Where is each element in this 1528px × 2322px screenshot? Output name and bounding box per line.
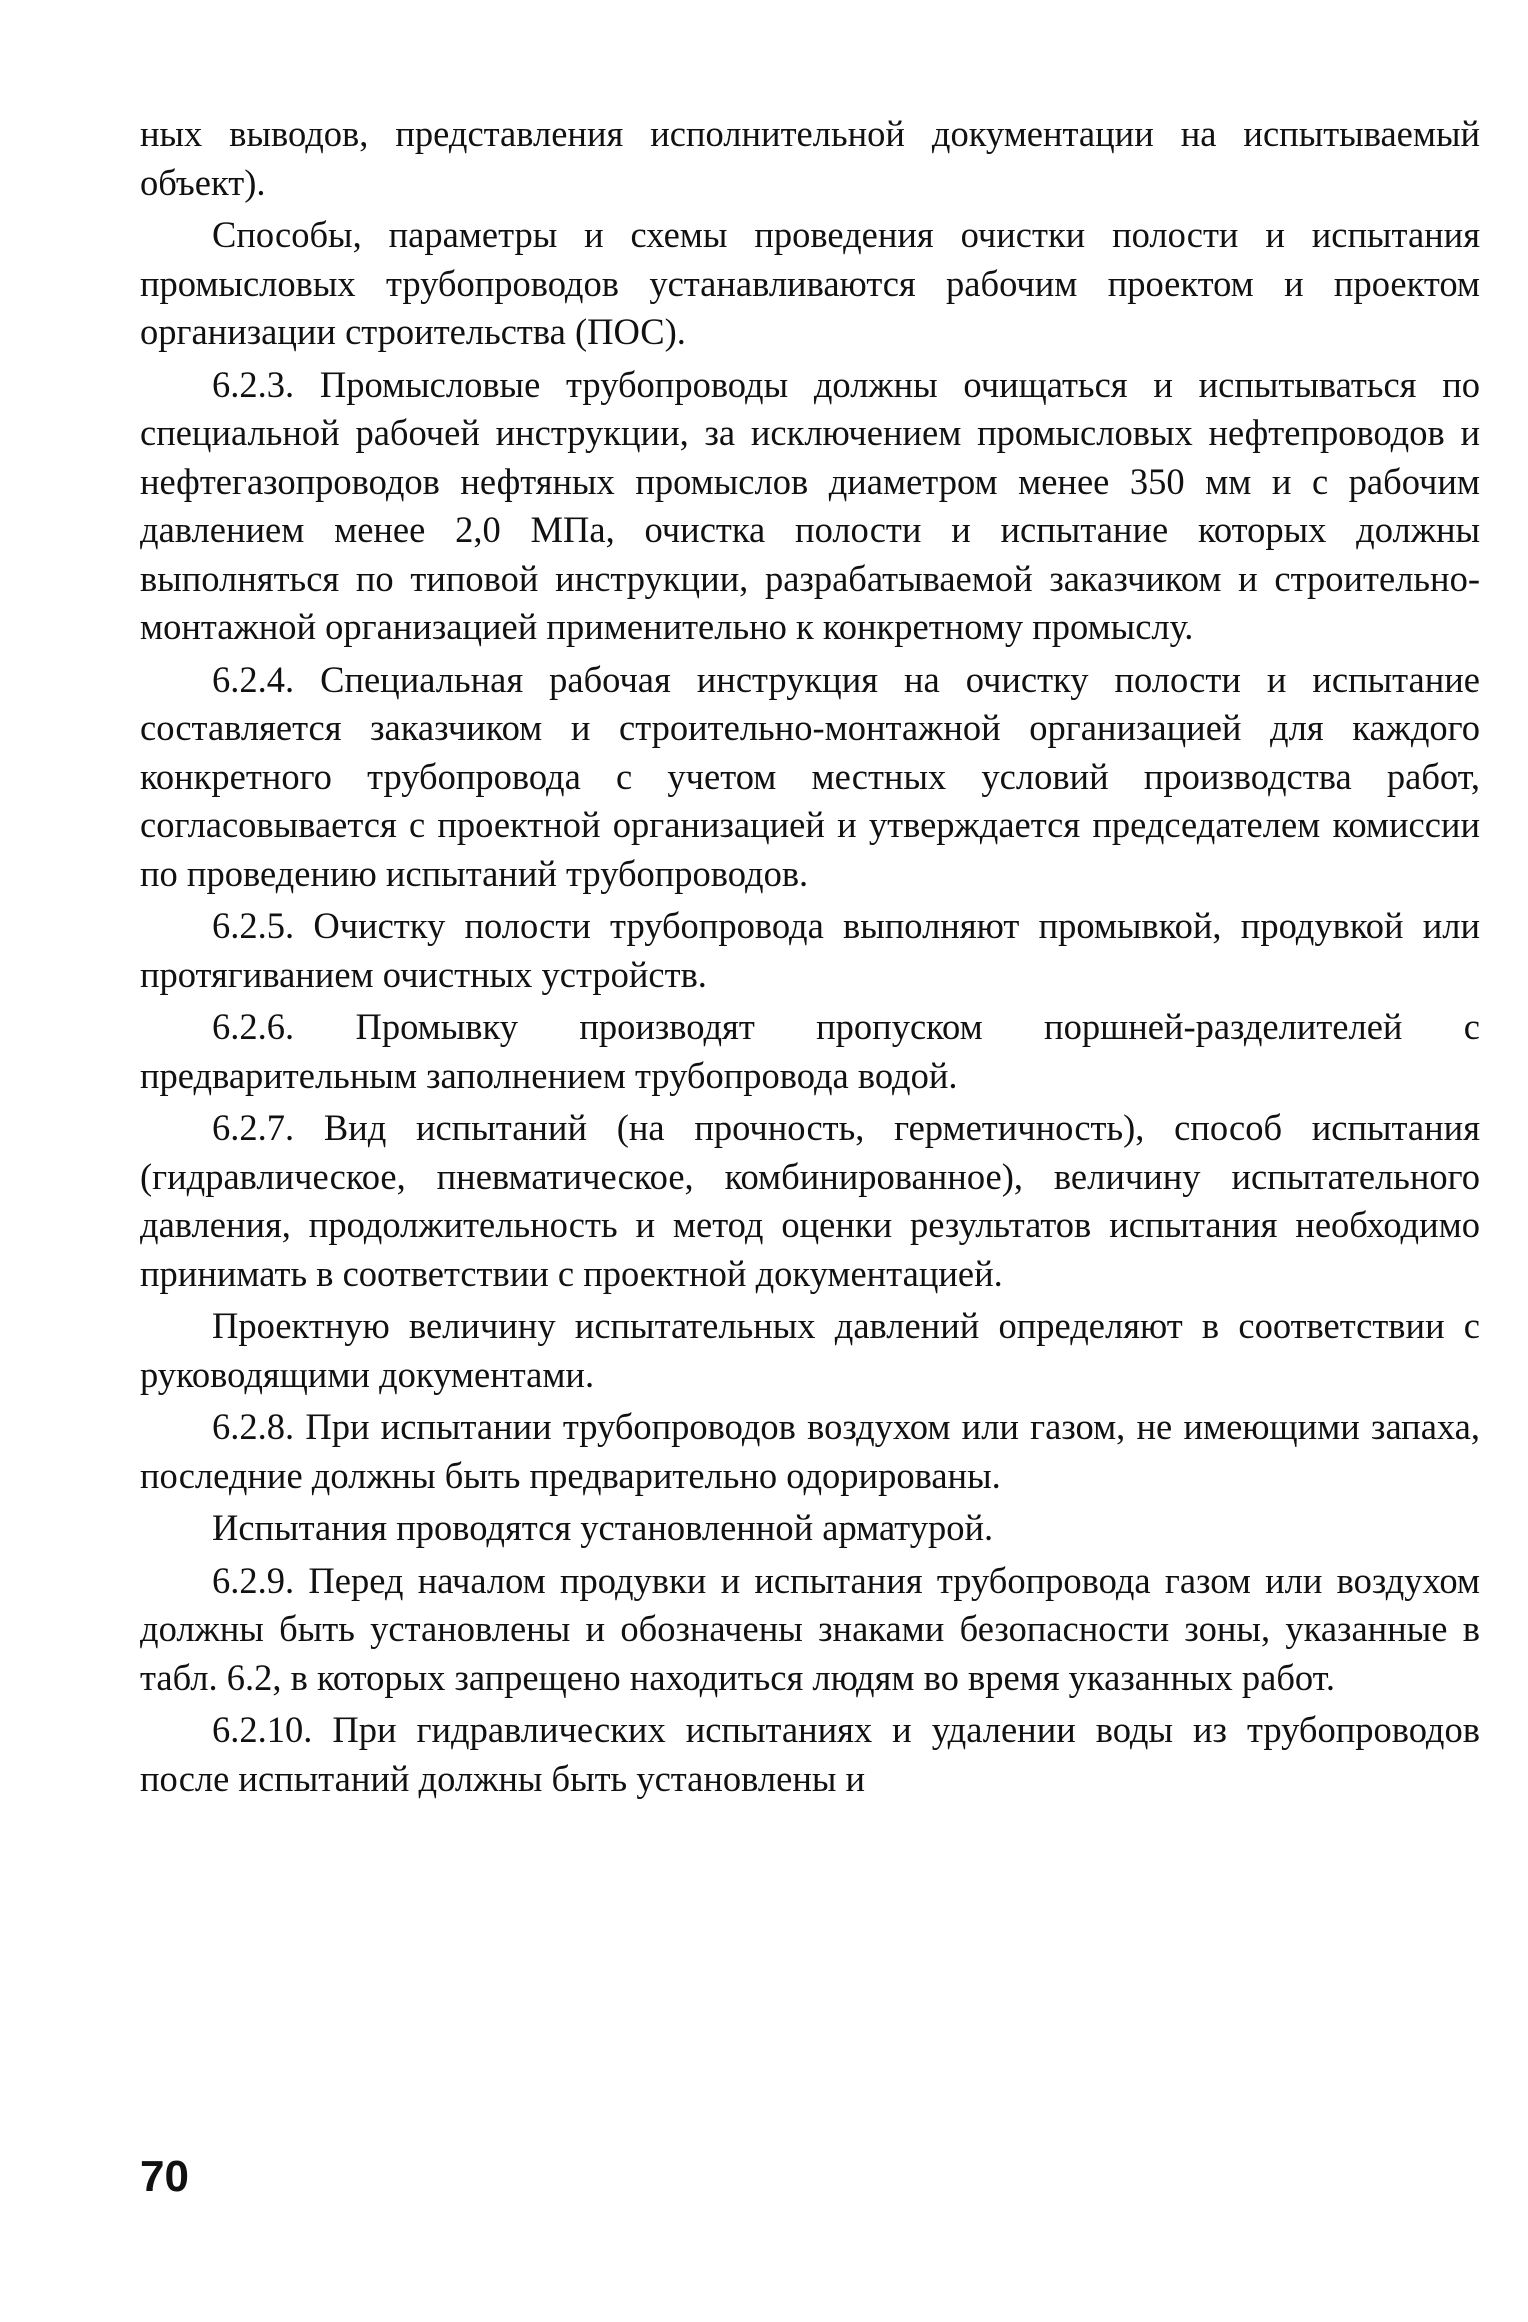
paragraph-6-2-10: 6.2.10. При гидравлических испытаниях и удалении воды из трубопроводов после испытаний должны быть установлены и	[140, 1709, 1480, 1799]
document-page	[140, 110, 1480, 2210]
paragraph-6-2-6: 6.2.6. Промывку производят пропуском поршней-разделителей с предварительным заполнением трубопровода водой.	[140, 1006, 1480, 1096]
paragraph-6-2-9: 6.2.9. Перед началом продувки и испытания трубопровода газом или воздухом должны быть установлены и обозначены знаками безопасности зоны, указанные в табл. 6.2, в которых запрещено находиться людям во время указанных работ.	[140, 1559, 1480, 1698]
page-number: 70	[140, 2152, 189, 2201]
paragraph-methods: Способы, параметры и схемы проведения очистки полости и испытания промысловых трубопроводов устанавливаются рабочим проектом и проектом организации строительства (ПОС).	[140, 214, 1480, 352]
paragraph-tests-fittings: Испытания проводятся установленной арматурой.	[212, 1507, 994, 1548]
paragraph-6-2-3: 6.2.3. Промысловые трубопроводы должны очищаться и испытываться по специальной рабочей инструкции, за исключением промысловых нефтепроводов и нефтегазопроводов нефтяных промыслов диаметром менее 350 мм и с рабочим давлением менее 2,0 МПа, очистка полости и испытание которых должны выполняться по типовой инструкции, разрабатываемой заказчиком и строительно-монтажной организацией применительно к конкретному промыслу.	[140, 363, 1480, 647]
paragraph-6-2-7: 6.2.7. Вид испытаний (на прочность, герметичность), способ испытания (гидравлическое, пневматическое, комбинированное), величину испытательного давления, продолжительность и метод оценки результатов испытания необходимо принимать в соответствии с проектной документацией.	[140, 1107, 1480, 1294]
paragraph-test-pressure: Проектную величину испытательных давлений определяют в соответствии с руководящими документами.	[140, 1305, 1480, 1395]
paragraph-continuation: ных выводов, представления исполнительной документации на испытываемый объект).	[140, 113, 1480, 203]
paragraph-6-2-5: 6.2.5. Очистку полости трубопровода выполняют промывкой, продувкой или протягиванием очистных устройств.	[140, 905, 1480, 995]
paragraph-6-2-8: 6.2.8. При испытании трубопроводов воздухом или газом, не имеющими запаха, последние должны быть предварительно одорированы.	[140, 1406, 1480, 1496]
paragraph-6-2-4: 6.2.4. Специальная рабочая инструкция на очистку полости и испытание составляется заказчиком и строительно-монтажной организацией для каждого конкретного трубопровода с учетом местных условий производства работ, согласовывается с проектной организацией и утверждается председателем комиссии по проведению испытаний трубопроводов.	[140, 658, 1480, 894]
